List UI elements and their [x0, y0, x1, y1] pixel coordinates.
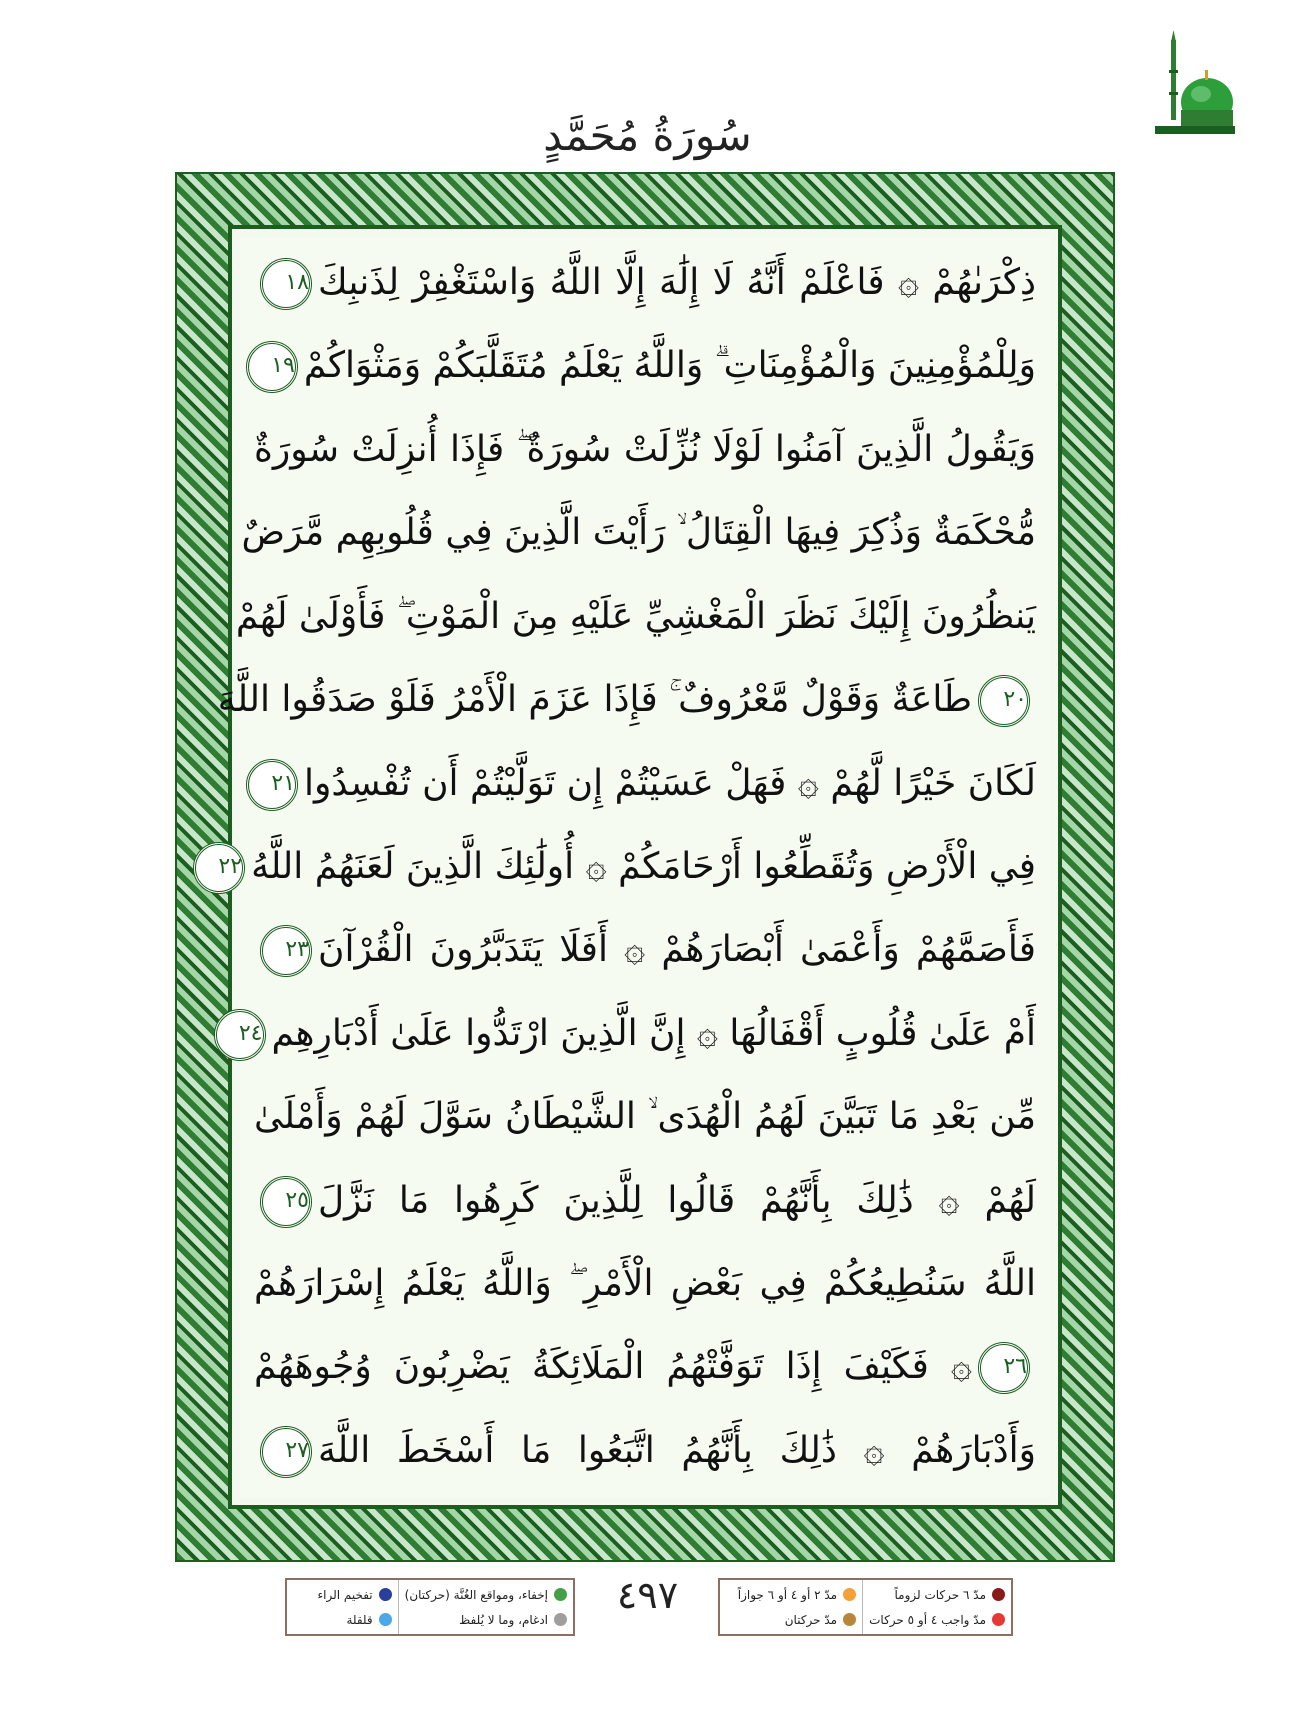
quran-text-panel — [217, 237, 1050, 1497]
color-dot-icon — [992, 1613, 1005, 1626]
color-dot-icon — [379, 1613, 392, 1626]
page-number: ٤٩٧ — [616, 1573, 679, 1617]
text-line: ذِكْرَىٰهُمْ ۞ فَاعْلَمْ أَنَّهُ لَا إِلَٰهَ إِلَّا اللَّهُ وَاسْتَغْفِرْ لِذَنبِكَ١٨ — [254, 247, 1036, 319]
text-line: فِي الْأَرْضِ وَتُقَطِّعُوا أَرْحَامَكُمْ ۞ أُولَٰئِكَ الَّذِينَ لَعَنَهُمُ اللَّهُ٢٢ — [254, 831, 1036, 903]
ayah-end-marker: ٢٧ — [260, 1426, 312, 1478]
tajweed-legend-madd — [718, 1578, 1013, 1636]
legend-column — [399, 1580, 573, 1634]
text-line: أَمْ عَلَىٰ قُلُوبٍ أَقْفَالُهَا ۞ إِنَّ الَّذِينَ ارْتَدُّوا عَلَىٰ أَدْبَارِهِم٢٤ — [254, 998, 1036, 1070]
text-line: مُّحْكَمَةٌ وَذُكِرَ فِيهَا الْقِتَالُ ۙ رَأَيْتَ الَّذِينَ فِي قُلُوبِهِم مَّرَضٌ — [241, 512, 1036, 554]
tajweed-legend-ghunna — [285, 1578, 575, 1636]
ayah-end-marker: ٢٤ — [214, 1009, 266, 1061]
legend-item: مدّ ٦ حركات لزوماً — [869, 1588, 1005, 1602]
legend-item: ادغام، وما لا يُلفظ — [405, 1613, 567, 1627]
legend-column — [863, 1580, 1011, 1634]
text-line: فَأَصَمَّهُمْ وَأَعْمَىٰ أَبْصَارَهُمْ ۞ أَفَلَا يَتَدَبَّرُونَ الْقُرْآنَ٢٣ — [254, 914, 1036, 986]
text-line: مِّن بَعْدِ مَا تَبَيَّنَ لَهُمُ الْهُدَى ۙ الشَّيْطَانُ سَوَّلَ لَهُمْ وَأَمْلَىٰ — [254, 1096, 1036, 1138]
legend-item: مدّ واجب ٤ أو ٥ حركات — [869, 1613, 1005, 1627]
legend-column — [732, 1580, 863, 1634]
ayah-end-marker: ٢٥ — [260, 1176, 312, 1228]
text-line: اللَّهُ سَنُطِيعُكُمْ فِي بَعْضِ الْأَمْرِ ۖ وَاللَّهُ يَعْلَمُ إِسْرَارَهُمْ — [254, 1263, 1036, 1305]
ayah-end-marker: ١٨ — [260, 258, 312, 310]
color-dot-icon — [554, 1613, 567, 1626]
text-line: وَلِلْمُؤْمِنِينَ وَالْمُؤْمِنَاتِ ۗ وَاللَّهُ يَعْلَمُ مُتَقَلَّبَكُمْ وَمَثْوَاكُمْ١٩ — [254, 330, 1036, 402]
text-line: لَكَانَ خَيْرًا لَّهُمْ ۞ فَهَلْ عَسَيْتُمْ إِن تَوَلَّيْتُمْ أَن تُفْسِدُوا٢١ — [254, 748, 1036, 820]
legend-item: تفخيم الراء — [317, 1588, 391, 1602]
color-dot-icon — [379, 1588, 392, 1601]
text-line: ٢٠طَاعَةٌ وَقَوْلٌ مَّعْرُوفٌ ۚ فَإِذَا عَزَمَ الْأَمْرُ فَلَوْ صَدَقُوا اللَّهَ — [254, 664, 1036, 736]
text-line: لَهُمْ ۞ ذَٰلِكَ بِأَنَّهُمْ قَالُوا لِلَّذِينَ كَرِهُوا مَا نَزَّلَ٢٥ — [254, 1165, 1036, 1237]
legend-item: إخفاء، ومواقع الغُنَّة (حركتان) — [405, 1588, 567, 1602]
color-dot-icon — [843, 1588, 856, 1601]
color-dot-icon — [843, 1613, 856, 1626]
surah-title: سُورَةُ مُحَمَّدٍ — [543, 110, 752, 160]
text-line: يَنظُرُونَ إِلَيْكَ نَظَرَ الْمَغْشِيِّ عَلَيْهِ مِنَ الْمَوْتِ ۖ فَأَوْلَىٰ لَهُمْ — [235, 595, 1036, 637]
text-line: ٢٦۞ فَكَيْفَ إِذَا تَوَفَّتْهُمُ الْمَلَائِكَةُ يَضْرِبُونَ وُجُوهَهُمْ — [254, 1331, 1036, 1403]
ayah-end-marker: ٢٣ — [260, 925, 312, 977]
legend-item: مدّ ٢ أو ٤ أو ٦ جوازاً — [738, 1588, 856, 1602]
mosque-dome-icon — [1155, 30, 1235, 140]
text-line: وَيَقُولُ الَّذِينَ آمَنُوا لَوْلَا نُزِّلَتْ سُورَةٌ ۖ فَإِذَا أُنزِلَتْ سُورَةٌ — [254, 428, 1036, 470]
ayah-end-marker: ١٩ — [246, 341, 298, 393]
ayah-end-marker: ٢٢ — [193, 842, 245, 894]
legend-column — [311, 1580, 398, 1634]
legend-item: قلقلة — [317, 1613, 391, 1627]
legend-item: مدّ حركتان — [738, 1613, 856, 1627]
ayah-end-marker: ٢٠ — [978, 675, 1030, 727]
ayah-end-marker: ٢٦ — [978, 1342, 1030, 1394]
color-dot-icon — [992, 1588, 1005, 1601]
color-dot-icon — [554, 1588, 567, 1601]
ayah-end-marker: ٢١ — [246, 759, 298, 811]
text-line: وَأَدْبَارَهُمْ ۞ ذَٰلِكَ بِأَنَّهُمُ اتَّبَعُوا مَا أَسْخَطَ اللَّهَ٢٧ — [254, 1415, 1036, 1487]
